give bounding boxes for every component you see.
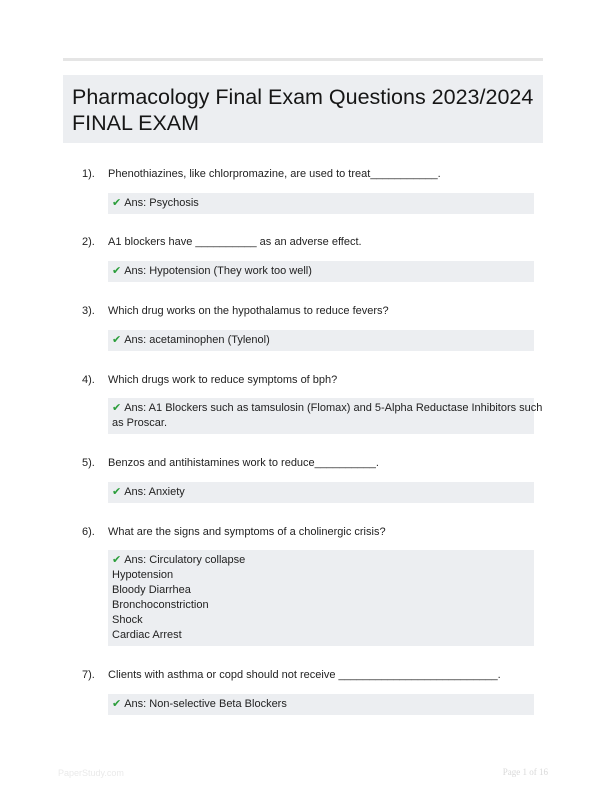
answer-line: ✔ Ans: Circulatory collapse <box>112 554 246 566</box>
answer-line: ✔ Ans: acetaminophen (Tylenol) <box>112 334 270 346</box>
answer-line: as Proscar. <box>112 417 168 429</box>
answer-line: ✔ Ans: Hypotension (They work too well) <box>112 265 312 277</box>
answer-box <box>108 550 534 646</box>
answer-box <box>108 330 534 351</box>
check-icon: ✔ <box>112 402 122 414</box>
question-number: 6). <box>82 526 95 538</box>
check-icon: ✔ <box>112 334 122 346</box>
question-number: 4). <box>82 374 95 386</box>
title-line-2: FINAL EXAM <box>72 111 200 135</box>
answer-line: ✔ Ans: Anxiety <box>112 486 185 498</box>
question-number: 3). <box>82 305 95 317</box>
question-number: 5). <box>82 457 95 469</box>
answer-box <box>108 694 534 715</box>
answer-line: Bronchoconstriction <box>112 599 209 611</box>
check-icon: ✔ <box>112 265 122 277</box>
check-icon: ✔ <box>112 486 122 498</box>
footer-page-number: Page 1 of 16 <box>502 767 548 777</box>
question-text: Phenothiazines, like chlorpromazine, are used to treat___________. <box>108 168 441 180</box>
question-text: Which drugs work to reduce symptoms of bph? <box>108 374 338 386</box>
answer-line: ✔ Ans: Non-selective Beta Blockers <box>112 698 287 710</box>
answer-line: ✔ Ans: A1 Blockers such as tamsulosin (Flomax) and 5-Alpha Reductase Inhibitors such <box>112 402 543 414</box>
answer-line: Hypotension <box>112 569 174 581</box>
answer-box <box>108 261 534 282</box>
answer-box <box>108 398 543 434</box>
answer-line: ✔ Ans: Psychosis <box>112 197 199 209</box>
check-icon: ✔ <box>112 698 122 710</box>
check-icon: ✔ <box>112 554 122 566</box>
answer-line: Bloody Diarrhea <box>112 584 191 596</box>
check-icon: ✔ <box>112 197 122 209</box>
footer-site-watermark: PaperStudy.com <box>58 768 124 778</box>
question-text: Which drug works on the hypothalamus to reduce fevers? <box>108 305 389 317</box>
question-text: What are the signs and symptoms of a cholinergic crisis? <box>108 526 386 538</box>
title-line-1: Pharmacology Final Exam Questions 2023/2024 <box>72 85 534 109</box>
answer-line: Shock <box>112 614 143 626</box>
question-number: 2). <box>82 236 95 248</box>
question-number: 7). <box>82 669 95 681</box>
question-text: Benzos and antihistamines work to reduce__________. <box>108 457 379 469</box>
question-number: 1). <box>82 168 95 180</box>
question-text: A1 blockers have __________ as an adverse effect. <box>108 236 362 248</box>
question-text: Clients with asthma or copd should not receive __________________________. <box>108 669 501 681</box>
answer-box <box>108 482 534 503</box>
answer-line: Cardiac Arrest <box>112 629 182 641</box>
answer-box <box>108 193 534 214</box>
